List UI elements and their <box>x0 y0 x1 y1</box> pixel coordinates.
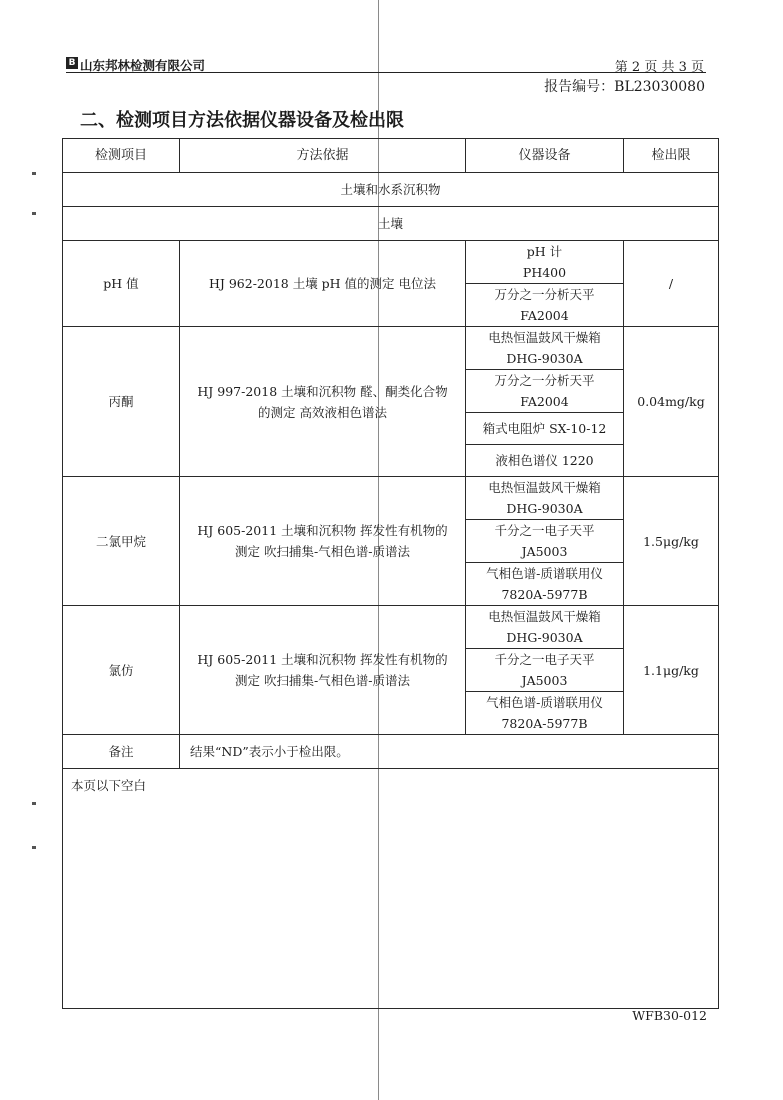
form-code: WFB30-012 <box>632 1008 707 1023</box>
limit-cell: 1.5μg/kg <box>624 477 719 606</box>
limit-cell: / <box>624 241 719 327</box>
instrument-cell: 千分之一电子天平 JA5003 <box>466 520 624 563</box>
instrument-cell: 万分之一分析天平 FA2004 <box>466 370 624 413</box>
page-header <box>66 56 706 73</box>
scan-mark <box>32 172 36 175</box>
scan-mark <box>32 846 36 849</box>
category-row: 土壤和水系沉积物 <box>63 173 719 207</box>
instrument-cell: 液相色谱仪 1220 <box>466 445 624 477</box>
note-text: 结果“ND”表示小于检出限。 <box>180 735 719 769</box>
column-header: 方法依据 <box>180 139 466 173</box>
company-name: 山东邦林检测有限公司 <box>80 58 206 73</box>
column-header: 检测项目 <box>63 139 180 173</box>
instrument-cell: 电热恒温鼓风干燥箱 DHG-9030A <box>466 327 624 370</box>
column-header: 检出限 <box>624 139 719 173</box>
company-logo-icon: B <box>66 57 78 69</box>
scan-mark <box>32 802 36 805</box>
instrument-cell: 气相色谱-质谱联用仪 7820A-5977B <box>466 692 624 735</box>
instrument-cell: 电热恒温鼓风干燥箱 DHG-9030A <box>466 606 624 649</box>
method-cell: HJ 605-2011 土壤和沉积物 挥发性有机物的 测定 吹扫捕集-气相色谱-质谱法 <box>180 477 466 606</box>
table-row <box>63 327 719 370</box>
column-header: 仪器设备 <box>466 139 624 173</box>
instrument-cell: 千分之一电子天平 JA5003 <box>466 649 624 692</box>
table-row <box>63 241 719 284</box>
note-row <box>63 735 719 769</box>
item-cell: 丙酮 <box>63 327 180 477</box>
table-row <box>63 606 719 649</box>
table-row <box>63 477 719 520</box>
report-number: 报告编号：BL23030080 <box>544 79 705 95</box>
subcategory-row: 土壤 <box>63 207 719 241</box>
limit-cell: 0.04mg/kg <box>624 327 719 477</box>
note-label: 备注 <box>63 735 180 769</box>
item-cell: 二氯甲烷 <box>63 477 180 606</box>
instrument-cell: 电热恒温鼓风干燥箱 DHG-9030A <box>466 477 624 520</box>
instrument-cell: 箱式电阻炉 SX-10-12 <box>466 413 624 445</box>
method-cell: HJ 962-2018 土壤 pH 值的测定 电位法 <box>180 241 466 327</box>
item-cell: pH 值 <box>63 241 180 327</box>
blank-remark: 本页以下空白 <box>63 769 719 1009</box>
method-cell: HJ 997-2018 土壤和沉积物 醛、酮类化合物 的测定 高效液相色谱法 <box>180 327 466 477</box>
limit-cell: 1.1μg/kg <box>624 606 719 735</box>
page-number: 第 2 页 共 3 页 <box>614 60 704 75</box>
method-table <box>62 138 719 1009</box>
method-cell: HJ 605-2011 土壤和沉积物 挥发性有机物的 测定 吹扫捕集-气相色谱-质谱法 <box>180 606 466 735</box>
item-cell: 氯仿 <box>63 606 180 735</box>
section-title: 二、检测项目方法依据仪器设备及检出限 <box>80 110 404 131</box>
instrument-cell: pH 计 PH400 <box>466 241 624 284</box>
instrument-cell: 气相色谱-质谱联用仪 7820A-5977B <box>466 563 624 606</box>
table-header-row <box>63 139 719 173</box>
scan-mark <box>32 212 36 215</box>
instrument-cell: 万分之一分析天平 FA2004 <box>466 284 624 327</box>
